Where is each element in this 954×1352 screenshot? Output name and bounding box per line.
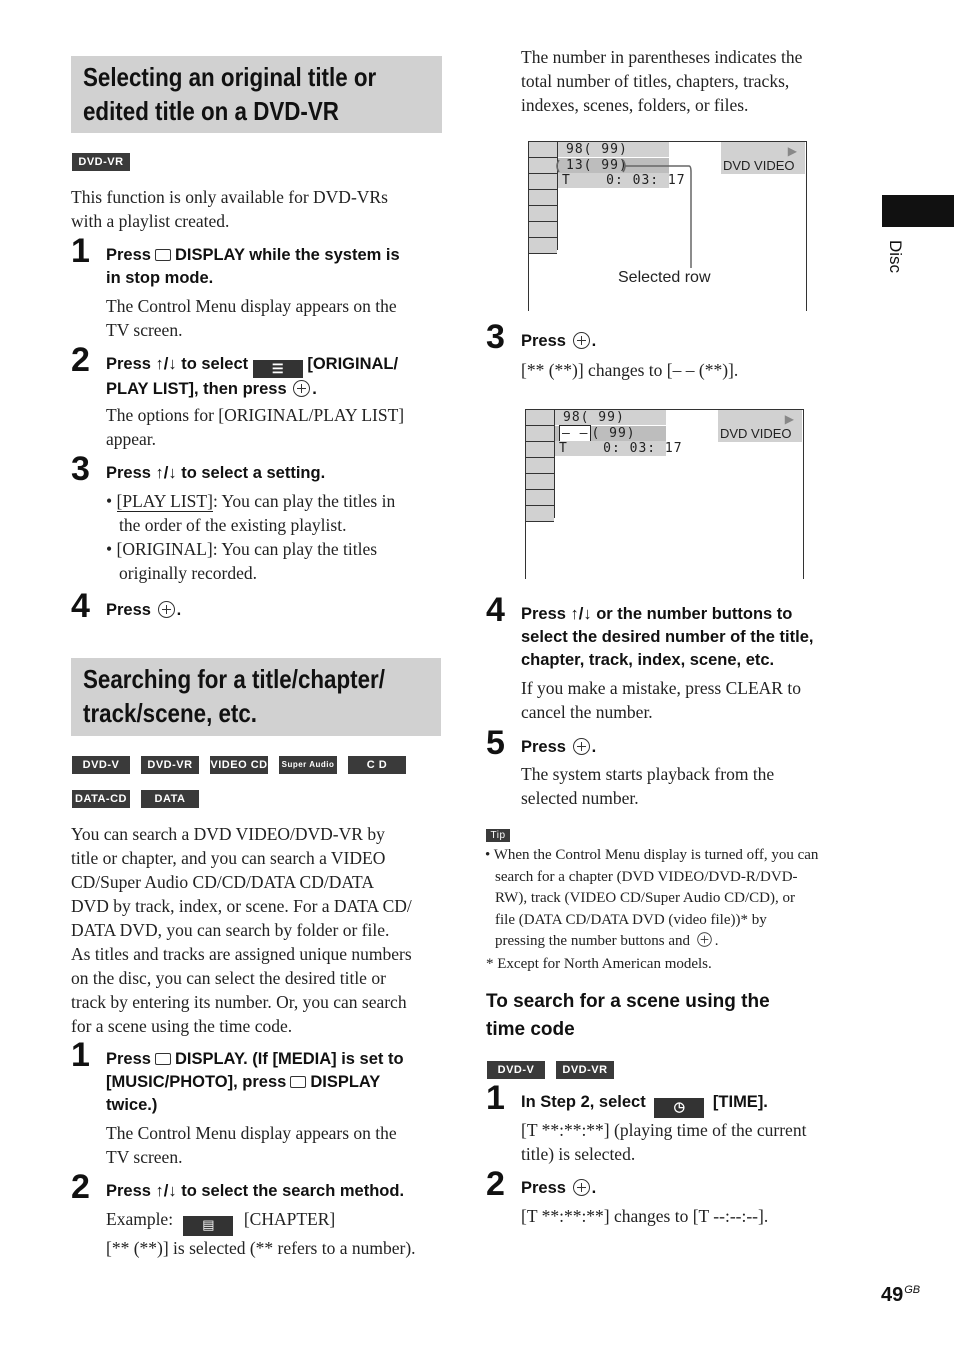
step-number: 5 [486,724,505,762]
time-clock-icon: ◷ [654,1098,704,1118]
tip-badge: Tip [486,829,510,842]
step-body: [T **:**:**] (playing time of the current title) is selected. [521,1120,807,1164]
step-number: 2 [71,1168,90,1206]
dvd-vr-badge: DVD-VR [556,1061,614,1079]
step-body: The Control Menu display appears on the TV screen. [106,296,397,340]
disc-type-label: DVD VIDEO [720,426,792,441]
step-number: 1 [71,232,90,270]
step-heading: Press ↑/↓ to select ☰ [ORIGINAL/ PLAY LIST], then press . [106,355,399,398]
section-heading-search: Searching for a title/chapter/ track/scene, etc. [71,658,441,736]
step-number: 3 [486,318,505,356]
enter-icon [573,738,590,755]
cd-badge: C D [348,756,406,774]
subsection-heading: To search for a scene using the time code [486,991,770,1040]
step-number: 1 [486,1079,505,1117]
title-row: 98( 99) [555,410,666,425]
play-arrow-icon: ▶ [787,144,797,158]
page-number: $49^{GB}$ [881,1284,921,1306]
step-heading: Press . [521,738,597,756]
video-cd-badge: VIDEO CD [210,756,268,774]
super-audio-cd-badge: Super Audio CD [279,756,337,774]
play-arrow-icon: ▶ [784,412,794,426]
step-number: 4 [71,587,90,625]
number-entry-box: – – [559,425,591,442]
enter-icon [293,380,310,397]
section-tab [882,195,954,227]
step-body: The Control Menu display appears on the TV screen. [106,1123,397,1167]
enter-icon [697,932,711,946]
step-heading: Press . [521,332,597,350]
data-dvd-badge: DATA DVD [141,790,199,808]
display-icon [155,249,171,261]
step-body: Example: ▤ [CHAPTER] [** (**)] is selected (** refers to a number). [106,1209,416,1258]
disc-type-label: DVD VIDEO [723,158,795,173]
step-number: 1 [71,1036,90,1074]
original-playlist-menu-icon: ☰ [253,360,303,378]
chapter-clapper-icon: ▤ [183,1216,233,1236]
step-heading: Press . [521,1179,597,1197]
display-icon [290,1076,306,1088]
step-number: 4 [486,591,505,629]
enter-icon [573,332,590,349]
control-menu-display [525,409,804,579]
step-number: 3 [71,450,90,488]
section-heading-original-title: Selecting an original title or edited title on a DVD-VR [71,56,442,133]
selected-row-callout: Selected row [618,269,711,286]
step-body: If you make a mistake, press CLEAR to cancel the number. [521,678,801,722]
display-icon [155,1053,171,1065]
intro-text: This function is only available for DVD-VRs with a playlist created. [71,187,388,231]
time-row: T 0: 03: 17 [558,173,669,188]
enter-icon [158,601,175,618]
step-number: 2 [71,341,90,379]
enter-icon [573,1179,590,1196]
step-number: 2 [486,1165,505,1203]
dvd-vr-badge: DVD-VR [141,756,199,774]
step-body: The system starts playback from the selected number. [521,764,775,808]
step-heading: Press DISPLAY while the system is in stop mode. [106,246,400,287]
dvd-vr-badge: DVD-VR [72,153,130,171]
step-body: [** (**)] changes to [– – (**)]. [521,360,739,380]
step-heading: In Step 2, select ◷ [TIME]. [521,1091,861,1118]
title-row: 98( 99) [558,142,669,157]
dvd-v-badge: DVD-V [487,1061,545,1079]
dvd-v-badge: DVD-V [72,756,130,774]
tip-text: • When the Control Menu display is turned off, you can search for a chapter (DVD VIDEO/DVD-R/DVD- RW), track (VIDEO CD/Super Audio CD/CD), or file (DATA CD/DATA DVD (video file))* by pressing the number buttons and . [485,847,819,949]
step-heading: Press ↑/↓ or the number buttons to select the desired number of the title, chapter, track, index, scene, etc. [521,605,814,669]
step-heading: Press ↑/↓ to select the search method. [106,1182,405,1200]
footnote: * Except for North American models. [486,956,712,972]
data-cd-badge: DATA-CD [72,790,130,808]
chapter-row-selected: – – ( 99) [555,426,666,441]
chapter-row-selected: 13( 99) [558,158,669,173]
step-body: The options for [ORIGINAL/PLAY LIST] appear. [106,405,405,449]
menu-icon-column [526,410,554,518]
step-heading: Press . [106,601,182,619]
step-body: [T **:**:**] changes to [T --:--:--]. [521,1206,769,1226]
step-heading: Press ↑/↓ to select a setting. [106,464,326,482]
time-row: T 0: 03: 17 [555,441,666,456]
section-label: Disc [886,240,905,274]
search-intro: You can search a DVD VIDEO/DVD-VR by title or chapter, and you can search a VIDEO CD/Super Audio CD/CD/DATA CD/DATA DVD by track, index, or scene. For a DATA CD/ DATA DVD, you can search by folder or file. As titles and tracks are assigned unique numbers on the disc, you can select the desired title or track by entering its number. Or, you can search for a scene using the time code. [71,824,412,1036]
step-heading: Press DISPLAY. (If [MEDIA] is set to [MUSIC/PHOTO], press DISPLAY twice.) [106,1050,404,1114]
control-menu-display [528,141,807,311]
parentheses-note: The number in parentheses indicates the total number of titles, chapters, tracks, indexes, scenes, folders, or files. [521,47,803,115]
bullet-list: • [PLAY LIST]: You can play the titles in the order of the existing playlist. • [ORIGINAL]: You can play the titles originally recorded. [106,491,396,583]
mode-panel [718,410,802,442]
